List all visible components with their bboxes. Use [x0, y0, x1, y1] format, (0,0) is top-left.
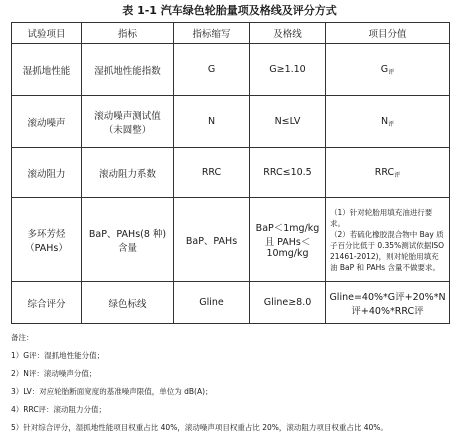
score-sub: 评 — [388, 120, 395, 128]
note-item: 4）RRC评：滚动阻力分值； — [11, 405, 107, 414]
cell-abbr: BaP、PAHs — [174, 198, 250, 282]
cell-index: 滚动噪声测试值（未圆整） — [82, 96, 174, 148]
table-row — [12, 44, 450, 96]
note-item: 3）LV：对应轮胎断面宽度的基准噪声限值，单位为 dB(A)； — [11, 387, 213, 396]
score-sub: 评 — [394, 171, 401, 179]
note-item: 1）G评：湿抓地性能分值； — [11, 351, 105, 360]
header-index: 指标 — [82, 23, 174, 44]
cell-score — [326, 44, 450, 96]
green-tire-table — [11, 22, 450, 324]
cell-item: 湿抓地性能 — [12, 44, 82, 96]
notes — [11, 329, 451, 437]
cell-item: 滚动噪声 — [12, 96, 82, 148]
table-row — [12, 282, 450, 324]
score-var: RRC — [374, 166, 395, 178]
header-test-item: 试验项目 — [12, 23, 82, 44]
table-row — [12, 96, 450, 148]
header-abbr: 指标缩写 — [174, 23, 250, 44]
cell-index: 绿色标线 — [82, 282, 174, 324]
note-item: 2）N评：滚动噪声分值； — [11, 369, 97, 378]
cell-score-requirements — [326, 198, 450, 282]
table-header-row — [12, 23, 450, 44]
cell-index: 滚动阻力系数 — [82, 148, 174, 198]
cell-score — [326, 96, 450, 148]
requirement-line: （1）针对轮胎用填充油进行要求。 — [330, 207, 433, 228]
cell-pass: RRC≤10.5 — [250, 148, 326, 198]
table-row — [12, 148, 450, 198]
score-sub: 评 — [388, 68, 395, 76]
cell-pass: N≤LV — [250, 96, 326, 148]
header-score: 项目分值 — [326, 23, 450, 44]
table-caption: 表 1-1 汽车绿色轮胎量项及格线及评分方式 — [122, 4, 337, 17]
cell-score — [326, 148, 450, 198]
cell-pass: Gline≥8.0 — [250, 282, 326, 324]
cell-item: 滚动阻力 — [12, 148, 82, 198]
cell-index: BaP、PAHs(8 种) 含量 — [82, 198, 174, 282]
cell-item: 综合评分 — [12, 282, 82, 324]
cell-abbr: N — [174, 96, 250, 148]
cell-score-formula: Gline=40%*G评+20%*N评+40%*RRC评 — [326, 282, 450, 324]
score-var: N — [380, 115, 389, 127]
cell-item: 多环芳烃（PAHs） — [12, 198, 82, 282]
cell-pass: G≥1.10 — [250, 44, 326, 96]
cell-abbr: G — [174, 44, 250, 96]
note-item: 5）针对综合评分，湿抓地性能项目权重占比 40%，滚动噪声项目权重占比 20%，滚动阻力项目权重占比 40%。 — [11, 423, 388, 432]
header-pass-line: 及格线 — [250, 23, 326, 44]
cell-abbr: RRC — [174, 148, 250, 198]
table-row — [12, 198, 450, 282]
cell-abbr: Gline — [174, 282, 250, 324]
cell-pass: BaP＜1mg/kg 且 PAHs＜10mg/kg — [250, 198, 326, 282]
notes-title: 备注： — [11, 333, 34, 342]
requirement-line: （2）若硫化橡胶混合物中 Bay 质子百分比低于 0.35%测试依据ISO 21461-2012)，则对轮胎用填充油 BaP 和 PAHs 含量不做要求。 — [330, 229, 445, 272]
cell-index: 湿抓地性能指数 — [82, 44, 174, 96]
score-var: G — [380, 63, 389, 75]
